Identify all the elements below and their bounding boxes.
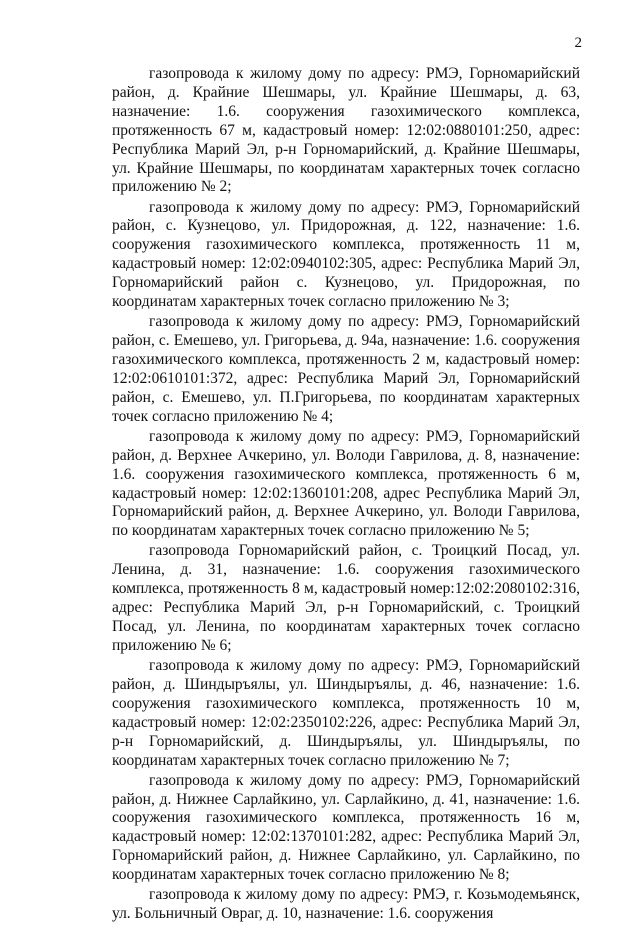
paragraph-pipeline-1: газопровода к жилому дому по адресу: РМЭ, Горномарийский район, д. Крайние Шешмары, ул. Крайние Шешмары, д. 63, назначение: 1.6. сооружения газохимического комплекса, протяженность 67 м, кадастровый номер: 12:02:0880101:250, адрес: Республика Марий Эл, р-н Горномарийский, д. Крайние Шешмары, ул. Крайние Шешмары, по координатам характерных точек согласно приложению № 2; [112, 65, 580, 196]
paragraph-pipeline-5: газопровода Горномарийский район, с. Троицкий Посад, ул. Ленина, д. 31, назначение: 1.6. сооружения газохимического комплекса, протяженность 8 м, кадастровый номер:12:02:2080102:316, адрес: Республика Марий Эл, р-н Горномарийский, с. Троицкий Посад, ул. Ленина, по координатам характерных точек согласно приложению № 6; [112, 542, 580, 654]
document-body [112, 65, 580, 925]
paragraph-pipeline-3: газопровода к жилому дому по адресу: РМЭ, Горномарийский район, с. Емешево, ул. Григорьева, д. 94а, назначение: 1.6. сооружения газохимического комплекса, протяженность 2 м, кадастровый номер: 12:02:0610101:372, адрес: Республика Марий Эл, Горномарийский район, с. Емешево, ул. П.Григорьева, по координатам характерных точек согласно приложению № 4; [112, 313, 580, 425]
paragraph-pipeline-7: газопровода к жилому дому по адресу: РМЭ, Горномарийский район, д. Нижнее Сарлайкино, ул. Сарлайкино, д. 41, назначение: 1.6. сооружения газохимического комплекса, протяженность 16 м, кадастровый номер: 12:02:1370101:282, адрес: Республика Марий Эл, Горномарийский район, д. Нижнее Сарлайкино, ул. Сарлайкино, по координатам характерных точек согласно приложению № 8; [112, 771, 580, 884]
paragraph-pipeline-6: газопровода к жилому дому по адресу: РМЭ, Горномарийский район, д. Шиндыръялы, ул. Шиндыръялы, д. 46, назначение: 1.6. сооружения газохимического комплекса, протяженность 10 м, кадастровый номер: 12:02:2350102:226, адрес: Республика Марий Эл, р-н Горномарийский, д. Шиндыръялы, ул. Шиндыръялы, по координатам характерных точек согласно приложению № 7; [112, 657, 580, 769]
paragraph-pipeline-2: газопровода к жилому дому по адресу: РМЭ, Горномарийский район, с. Кузнецово, ул. Придорожная, д. 122, назначение: 1.6. сооружения газохимического комплекса, протяженность 11 м, кадастровый номер: 12:02:0940102:305, адрес: Республика Марий Эл, Горномарийский район с. Кузнецово, ул. Придорожная, по координатам характерных точек согласно приложению № 3; [112, 198, 580, 311]
paragraph-pipeline-4: газопровода к жилому дому по адресу: РМЭ, Горномарийский район, д. Верхнее Ачкерино, ул. Володи Гаврилова, д. 8, назначение: 1.6. сооружения газохимического комплекса, протяженность 6 м, кадастровый номер: 12:02:1360101:208, адрес Республика Марий Эл, Горномарийский район, д. Верхнее Ачкерино, ул. Володи Гаврилова, по координатам характерных точек согласно приложению № 5; [112, 427, 580, 540]
page-number: 2 [574, 35, 582, 51]
paragraph-pipeline-8: газопровода к жилому дому по адресу: РМЭ, г. Козьмодемьянск, ул. Больничный Овраг, д. 10, назначение: 1.6. сооружения [112, 886, 580, 923]
